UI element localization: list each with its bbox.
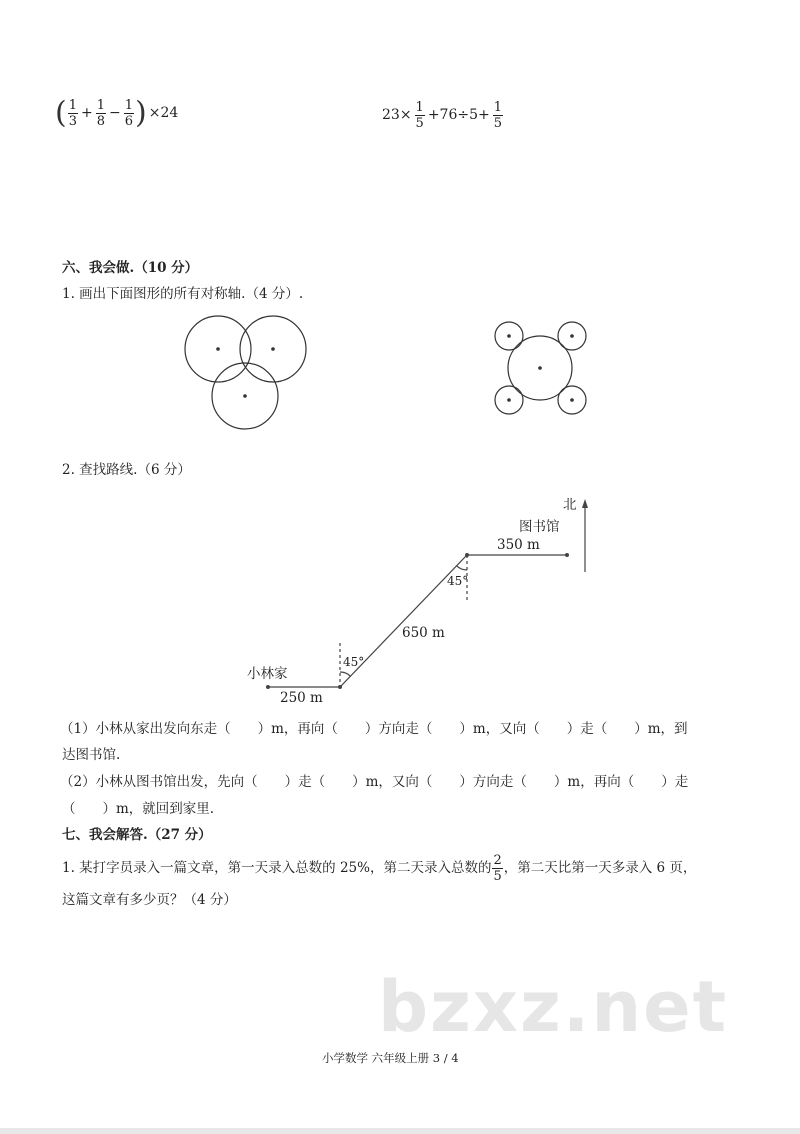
denominator: 3 [68, 114, 77, 129]
north-label: 北 [563, 497, 577, 513]
numerator: 1 [68, 98, 77, 113]
question-text: （1）小林从家出发向东走（ ）m，再向（ ）方向走（ ）m，又向（ ）走（ ）m，到 [60, 721, 688, 737]
denominator: 5 [493, 869, 502, 884]
distance-1: 250 m [280, 690, 323, 706]
numerator: 1 [415, 100, 424, 115]
route-line [268, 555, 567, 687]
distance-2: 650 m [402, 625, 445, 641]
home-label: 小林家 [247, 666, 288, 682]
expression-1: ( $\frac{1}{3}$ + $\frac{1}{8}$ − $\frac{1}{6}$ ) ×24 [55, 95, 179, 131]
page-edge [0, 1128, 800, 1134]
expr-text: +76÷5+ [427, 107, 490, 124]
denominator: 8 [96, 114, 106, 129]
numerator: 1 [96, 98, 106, 113]
question-text: 1. 某打字员录入一篇文章，第一天录入总数的 25%，第二天录入总数的 [62, 860, 492, 876]
symmetry-figure-left [185, 316, 306, 429]
question-6-1: 1. 画出下面图形的所有对称轴.（4 分）. [62, 286, 304, 302]
angle-label-2: 45° [447, 574, 469, 588]
numerator: 1 [493, 100, 503, 115]
question-text: （2）小林从图书馆出发，先向（ ）走（ ）m，又向（ ）方向走（ ）m，再向（ ）走 [60, 774, 689, 790]
question-text: ，第二天比第一天多录入 6 页， [503, 860, 697, 876]
angle-arc [340, 672, 351, 676]
question-text: 达图书馆. [62, 747, 121, 763]
numerator: 2 [493, 853, 502, 868]
north-arrow-icon [582, 499, 588, 508]
question-text: 这篇文章有多少页？（4 分） [62, 892, 237, 908]
watermark: bzxz.net [378, 966, 729, 1048]
centers-right [507, 334, 574, 402]
centers-left [216, 347, 275, 398]
question-text: （ ）m，就回到家里. [62, 801, 215, 817]
distance-3: 350 m [497, 537, 540, 553]
operator: + [81, 105, 93, 122]
denominator: 6 [124, 114, 134, 129]
expr-text: 23× [382, 107, 412, 124]
denominator: 5 [493, 116, 503, 131]
question-6-2: 2. 查找路线.（6 分） [62, 462, 191, 478]
library-label: 图书馆 [519, 519, 560, 535]
operator: ×24 [148, 105, 179, 122]
numerator: 1 [124, 98, 134, 113]
denominator: 5 [415, 116, 424, 131]
section-7-heading: 七、我会解答.（27 分） [62, 827, 212, 843]
question-7-1 [62, 853, 696, 884]
operator: − [109, 105, 121, 122]
page-footer: 小学数学 六年级上册 3 / 4 [322, 1051, 459, 1065]
angle-arc [456, 566, 467, 570]
section-6-heading: 六、我会做.（10 分） [62, 260, 199, 276]
angle-label-1: 45° [343, 655, 365, 669]
